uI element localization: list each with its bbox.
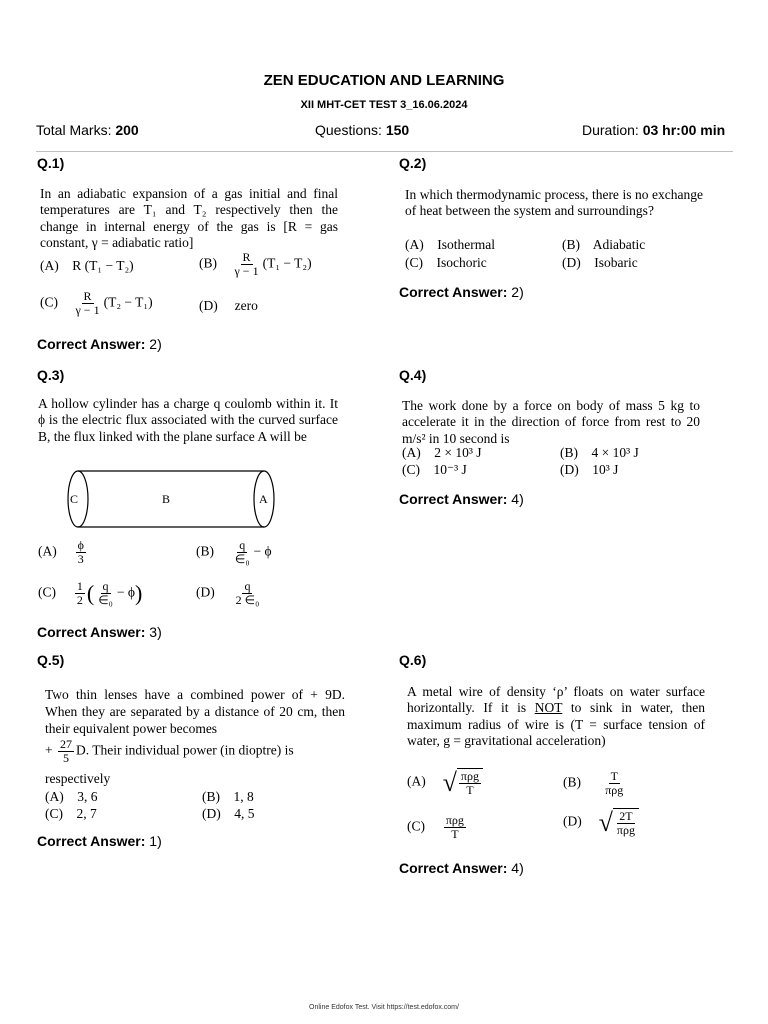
option-a: (A) 2 × 10³ J (402, 445, 482, 460)
label-c: C (70, 492, 79, 506)
option-b: (B) $\frac{T}{\text{πρg}}$ (563, 769, 624, 797)
question-text-line: respectively (45, 771, 111, 786)
option-b: (B) $\frac{R}{\gamma - 1}$ (T₁ − T₂) (199, 250, 312, 278)
option-c: (C) $\frac{\text{πρg}}{T}$ (407, 813, 464, 841)
option-c: (C) $\frac{1}{2}$ ( $\frac{q}{\text{∈₀}}$ − ϕ) (38, 579, 143, 607)
duration: Duration: 03 hr:00 min (582, 122, 726, 138)
header-divider (36, 151, 733, 152)
question-text: A metal wire of density ‘ρ’ floats on water surface horizontally. If it is NOT to sink in water, then maximum radius of wire is (T = surface tension of water, g = gravitational acceleration) (407, 684, 706, 748)
correct-answer: Correct Answer: 2) (399, 284, 524, 300)
option-c: (C) Isochoric (405, 255, 487, 270)
option-b: (B) $\frac{q}{\text{∈₀}}$ − ϕ (196, 538, 272, 566)
label-a: A (259, 492, 268, 506)
label-b: B (162, 492, 171, 506)
question-count: Questions: 150 (315, 122, 410, 138)
option-d: (D) zero (199, 298, 258, 313)
question-number: Q.4) (399, 367, 427, 383)
correct-answer: Correct Answer: 1) (37, 833, 162, 849)
option-d: (D) Isobaric (562, 255, 638, 270)
option-c: (C) 2, 7 (45, 806, 97, 821)
question-text: In which thermodynamic process, there is no exchange of heat between the system and surroundings? (405, 187, 703, 219)
option-c: (C) 10⁻³ J (402, 462, 467, 477)
total-marks: Total Marks: 200 (36, 122, 139, 138)
option-b: (B) 1, 8 (202, 789, 254, 804)
option-b: (B) Adiabatic (562, 237, 646, 252)
option-d: (D) 10³ J (560, 462, 619, 477)
option-a: (A) R (T₁ − T₂) (40, 258, 134, 273)
question-text: A hollow cylinder has a charge q coulomb within it. It ϕ is the electric flux associated with the curved surface B, the flux linked with the plane surface A will be (38, 396, 338, 444)
test-subtitle: XII MHT-CET TEST 3_16.06.2024 (300, 99, 468, 111)
question-number: Q.1) (37, 155, 65, 171)
correct-answer: Correct Answer: 3) (37, 624, 162, 640)
question-text: Two thin lenses have a combined power of + 9D. When they are separated by a distance of 20 cm, then their equivalent power becomes (45, 687, 345, 736)
footer-link[interactable]: Online Edofox Test. Visit https://test.edofox.com/ (309, 1004, 459, 1011)
question-text-line: + $\frac{27}{5}$ D. Their individual power (in dioptre) is (45, 737, 294, 765)
question-count-value: 150 (385, 122, 410, 138)
option-d: (D) √ $\frac{2T}{\text{πρg}}$ (563, 808, 639, 837)
correct-answer: Correct Answer: 4) (399, 491, 524, 507)
correct-answer: Correct Answer: 4) (399, 860, 524, 876)
option-a: (A) Isothermal (405, 237, 495, 252)
option-a: (A) 3, 6 (45, 789, 98, 804)
total-marks-value: 200 (115, 122, 139, 138)
option-a: (A) √ $\frac{\text{πρg}}{T}$ (407, 768, 483, 797)
question-number: Q.5) (37, 652, 65, 668)
question-text: In an adiabatic expansion of a gas initial and final temperatures are T₁ and T₂ respectively then the change in internal energy of the gas is [R = gas constant, γ = adiabatic ratio] (40, 186, 338, 250)
duration-value: 03 hr:00 min (642, 122, 726, 138)
correct-answer: Correct Answer: 2) (37, 336, 162, 352)
option-d: (D) 4, 5 (202, 806, 255, 821)
option-d: (D) $\frac{q}{\text{2 ∈₀}}$ (196, 579, 260, 607)
option-a: (A) $\frac{\phi}{3}$ (38, 538, 84, 566)
cylinder-figure (64, 468, 280, 530)
question-number: Q.6) (399, 652, 427, 668)
question-number: Q.2) (399, 155, 427, 171)
option-b: (B) 4 × 10³ J (560, 445, 639, 460)
page-title: ZEN EDUCATION AND LEARNING (263, 72, 505, 89)
option-c: (C) $\frac{R}{\gamma - 1}$ (T₂ − T₁) (40, 289, 153, 317)
question-number: Q.3) (37, 367, 65, 383)
question-text: The work done by a force on body of mass 5 kg to accelerate it in the direction of force from rest to 20 m/s² in 10 second is (402, 398, 700, 446)
